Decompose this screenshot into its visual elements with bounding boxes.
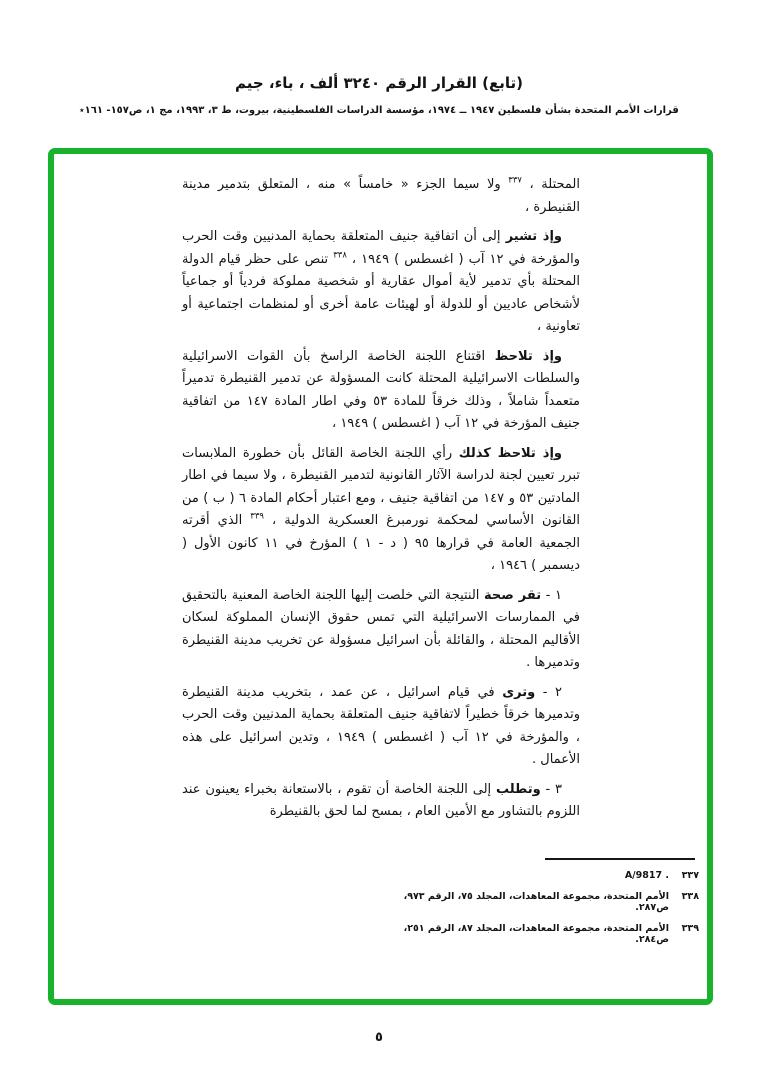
footnote-ref: ٣٣٧ [508,175,522,186]
paragraph-text: رأي اللجنة الخاصة القائل بأن خطورة الملابسات تبرر تعيين لجنة لدراسة الآثار القانونية لتدمير القنيطرة ، ولا سيما في اطار المادتين ٥٣ و ١٤٧ من اتفاقية جنيف ، ومع اعتبار أحكام المادة ٦ ( ب ) من القانون الأساسي لمحكمة نورمبرغ العسكرية الدولية ، [182,445,580,528]
footnote-ref: ٣٣٨ [333,250,347,261]
footnote-text: A/9817 . [624,870,669,881]
content-frame [48,148,713,1005]
paragraph-text: المحتلة ، [521,177,580,192]
paragraph-text: وإذ تلاحظ [494,348,562,364]
footnote-ref: ٣٣٩ [250,511,264,522]
paragraph-text: وتطلب [495,781,541,797]
paragraph-text: الذي أقرته الجمعية العامة في قرارها ٩٥ ( د - ١ ) المؤرخ في ١١ كانون الأول ( ديسمبر ) ١٩٤٦ ، [182,513,581,573]
page-number: ٥ [375,1030,383,1045]
paragraph-text: اقتناع اللجنة الخاصة الراسخ بأن القوات الاسرائيلية والسلطات الاسرائيلية المحتلة كانت المسؤولة عن تدمير القنيطرة تدميراً متعمداً شاملاً ، وذلك خرقاً للمادة ٥٣ وفي اطار المادة ١٤٧ من اتفاقية جنيف المؤرخة في ١٢ آب ( اغسطس ) ١٩٤٩ ، [182,348,580,431]
source-citation: قرارات الأمم المتحدة بشأن فلسطين ١٩٤٧ ــ ١٩٧٤، مؤسسة الدراسات الفلسطينية، بيروت، ط ٣، ١٩٩٣، مج ١، ص١٥٧- ١٦١٭ [79,105,679,116]
paragraph-text: النتيجة التي خلصت إليها اللجنة الخاصة المعنية بالتحقيق في الممارسات الاسرائيلية التي تمس حقوق الإنسان المملوكة لسكان الأقاليم المحتلة ، والقائلة بأن اسرائيل مسؤولة عن تخريب مدينة القنيطرة وتدميرها . [182,587,580,670]
paragraph-text: تقر صحة [484,587,542,603]
footnote [377,870,699,881]
footnote-text: الأمم المتحدة، مجموعة المعاهدات، المجلد ٧٥، الرقم ٩٧٣، ص٢٨٧. [403,891,669,913]
paragraph-text: وإذ تشير [505,229,562,244]
paragraph-text: إلى أن اتفاقية جنيف المتعلقة بحماية المدنيين وقت الحرب والمؤرخة في ١٢ آب ( اغسطس ) ١٩٤٩ ، [182,229,581,267]
body-paragraph [182,226,580,339]
paragraph-text: تنص على حظر قيام الدولة المحتلة بأي تدمير لأية أموال عقارية أو شخصية مملوكة فردياً أو جماعياً لأشخاص عاديين أو للدولة أو لهيئات عامة أخرى أو لمنظمات اجتماعية أو تعاونية ، [182,251,580,334]
body-paragraph [182,346,580,436]
footnotes-list [377,870,699,945]
paragraph-text: وإذ تلاحظ كذلك [458,445,562,461]
footnote-text: الأمم المتحدة، مجموعة المعاهدات، المجلد ٨٧، الرقم ٢٥١، ص٢٨٤. [403,923,669,945]
resolution-body [182,174,580,831]
footnote-number: ٣٣٧ [681,870,699,881]
footnote [377,891,699,913]
paragraph-text: ١ - [541,587,562,603]
footnote-number: ٣٣٩ [681,923,699,934]
footnotes-section [377,858,699,955]
paragraph-text: ٢ - [535,684,562,700]
footnote-number: ٣٣٨ [681,891,699,902]
body-paragraph [182,174,580,219]
paragraph-text: ولا سيما الجزء « خامساً » منه ، المتعلق بتدمير مدينة القنيطرة ، [182,177,580,215]
paragraph-text: وترى [502,684,536,700]
footnote-divider [545,858,695,860]
body-paragraph [182,585,580,675]
paragraph-text: إلى اللجنة الخاصة أن تقوم ، بالاستعانة بخبراء يعينون عند اللزوم بالتشاور مع الأمين العام ، بمسح لما لحق بالقنيطرة [182,781,580,819]
footnote [377,923,699,945]
paragraph-text: ٣ - [540,781,562,797]
resolution-title: (تابع) القرار الرقم ٣٢٤٠ ألف ، باء، جيم [234,74,524,92]
body-paragraph [182,682,580,772]
paragraph-text: في قيام اسرائيل ، عن عمد ، بتخريب مدينة القنيطرة وتدميرها خرقاً خطيراً لاتفاقية جنيف المتعلقة بحماية المدنيين وقت الحرب ، والمؤرخة في ١٢ آب ( اغسطس ) ١٩٤٩ ، وتدين اسرائيل على هذه الأعمال . [182,684,581,767]
body-paragraph [182,779,580,824]
body-paragraph [182,443,580,578]
